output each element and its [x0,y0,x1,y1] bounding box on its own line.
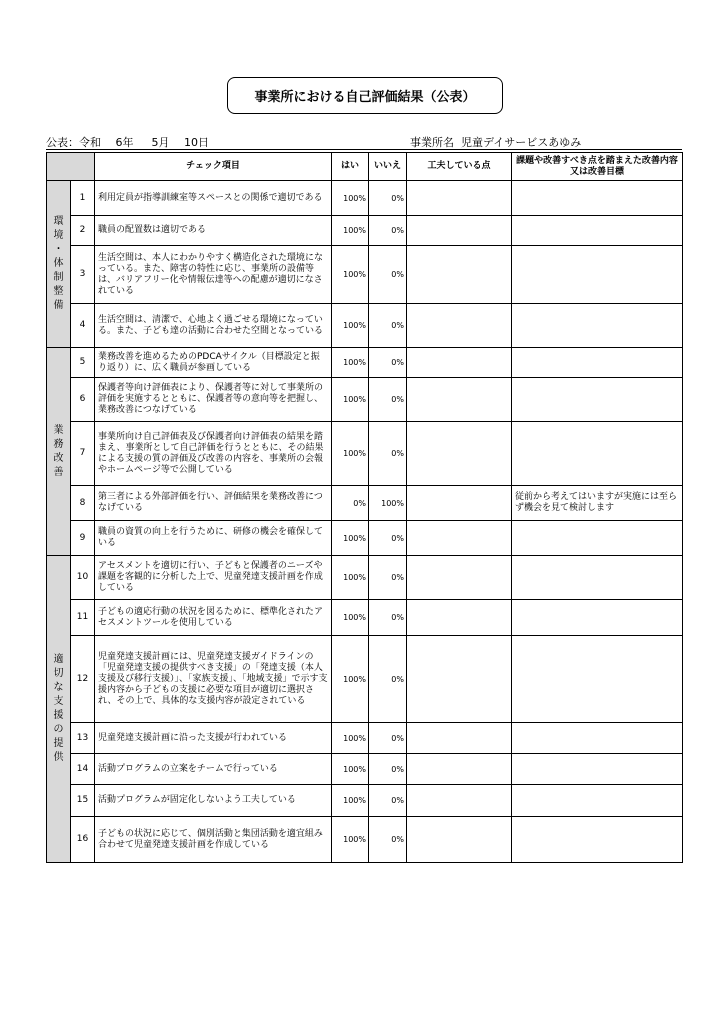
no-percent: 0% [369,521,407,556]
effort-cell [407,521,512,556]
table-row [47,785,683,817]
item-number: 10 [71,556,95,600]
category-char: 業 [53,424,64,436]
no-percent: 0% [369,216,407,246]
item-number: 16 [71,817,95,863]
no-percent: 0% [369,246,407,304]
header-check-item: チェック項目 [95,153,332,181]
no-percent: 0% [369,378,407,422]
yes-percent: 100% [332,556,369,600]
effort-cell [407,304,512,348]
yes-percent: 100% [332,181,369,216]
item-number: 15 [71,785,95,817]
effort-cell [407,422,512,486]
office-name: 児童デイサービスあゆみ [461,136,582,149]
table-row [47,348,683,378]
category-char: 境 [53,230,64,241]
check-item-text: 児童発達支援計画には、児童発達支援ガイドラインの「児童発達支援の提供すべき支援」の「発達支援（本人支援及び移行支援）」、「家族支援」、「地域支援」で示す支援内容から子どもの支援に必要な項目が適切に選択され、その上で、具体的な支援内容が設定されている [95,636,332,723]
no-percent: 100% [369,486,407,521]
no-percent: 0% [369,817,407,863]
check-item-text: 保護者等向け評価表により、保護者等に対して事業所の評価を実施するとともに、保護者等の意向等を把握し、業務改善につなげている [95,378,332,422]
issue-cell [512,723,683,754]
issue-cell [512,754,683,785]
yes-percent: 100% [332,216,369,246]
effort-cell [407,216,512,246]
office-info [410,134,581,150]
table-row [47,636,683,723]
issue-cell [512,348,683,378]
table-row [47,723,683,754]
effort-cell [407,723,512,754]
header-issues: 課題や改善すべき点を踏まえた改善内容又は改善目標 [512,153,683,181]
category-char: 供 [53,752,64,763]
header-corner [47,153,95,181]
yes-percent: 100% [332,600,369,636]
header-row [47,153,683,181]
yes-percent: 100% [332,785,369,817]
check-item-text: 事業所向け自己評価表及び保護者向け評価表の結果を踏まえ、事業所として自己評価を行うとともに、その結果による支援の質の評価及び改善の内容を、事業所の会報やホームページ等で公開している [95,422,332,486]
issue-cell: 従前から考えてはいますが実施には至らず機会を見て検討します [512,486,683,521]
check-item-text: アセスメントを適切に行い、子どもと保護者のニーズや課題を客観的に分析した上で、児童発達支援計画を作成している [95,556,332,600]
effort-cell [407,556,512,600]
yes-percent: 100% [332,521,369,556]
effort-cell [407,486,512,521]
item-number: 1 [71,181,95,216]
table-row [47,600,683,636]
issue-cell [512,378,683,422]
item-number: 9 [71,521,95,556]
no-percent: 0% [369,422,407,486]
header-no: いいえ [369,153,407,181]
issue-cell [512,600,683,636]
category-char: 切 [53,668,64,679]
effort-cell [407,378,512,422]
check-item-text: 業務改善を進めるためのPDCAサイクル（目標設定と振り返り）に、広く職員が参画している [95,348,332,378]
category-char: ・ [53,244,64,255]
header-yes: はい [332,153,369,181]
header-effort: 工夫している点 [407,153,512,181]
check-item-text: 生活空間は、清潔で、心地よく過ごせる環境になっている。また、子ども達の活動に合わせた空間となっている [95,304,332,348]
item-number: 12 [71,636,95,723]
category-char: 支 [53,696,64,707]
item-number: 8 [71,486,95,521]
table-body [47,181,683,863]
item-number: 3 [71,246,95,304]
yes-percent: 100% [332,348,369,378]
yes-percent: 100% [332,378,369,422]
table-row [47,216,683,246]
issue-cell [512,246,683,304]
item-number: 6 [71,378,95,422]
issue-cell [512,636,683,723]
check-item-text: 職員の配置数は適切である [95,216,332,246]
item-number: 4 [71,304,95,348]
category-char: 改 [53,452,64,464]
table-row [47,556,683,600]
category-char: 善 [53,466,64,478]
effort-cell [407,600,512,636]
item-number: 14 [71,754,95,785]
effort-cell [407,785,512,817]
no-percent: 0% [369,600,407,636]
publish-date: 公表：令和 6年 5月 10日 [46,136,209,149]
category-char: 備 [53,300,64,311]
issue-cell [512,817,683,863]
effort-cell [407,348,512,378]
category-label [47,556,71,863]
category-char: 環 [53,216,64,227]
table-row [47,754,683,785]
no-percent: 0% [369,348,407,378]
yes-percent: 100% [332,246,369,304]
issue-cell [512,422,683,486]
yes-percent: 100% [332,636,369,723]
effort-cell [407,817,512,863]
yes-percent: 100% [332,723,369,754]
check-item-text: 第三者による外部評価を行い、評価結果を業務改善につなげている [95,486,332,521]
effort-cell [407,181,512,216]
no-percent: 0% [369,636,407,723]
issue-cell [512,785,683,817]
issue-cell [512,181,683,216]
yes-percent: 100% [332,817,369,863]
item-number: 7 [71,422,95,486]
category-label [47,348,71,556]
yes-percent: 0% [332,486,369,521]
item-number: 13 [71,723,95,754]
issue-cell [512,304,683,348]
table-row [47,486,683,521]
item-number: 11 [71,600,95,636]
no-percent: 0% [369,181,407,216]
issue-cell [512,521,683,556]
no-percent: 0% [369,785,407,817]
check-item-text: 生活空間は、本人にわかりやすく構造化された環境になっている。また、障害の特性に応じ、事業所の設備等は、バリアフリー化や情報伝達等への配慮が適切になされている [95,246,332,304]
effort-cell [407,754,512,785]
no-percent: 0% [369,556,407,600]
check-item-text: 児童発達支援計画に沿った支援が行われている [95,723,332,754]
office-label: 事業所名 [410,136,454,149]
check-item-text: 子どもの適応行動の状況を図るために、標準化されたアセスメントツールを使用している [95,600,332,636]
table-row [47,817,683,863]
item-number: 2 [71,216,95,246]
item-number: 5 [71,348,95,378]
yes-percent: 100% [332,422,369,486]
no-percent: 0% [369,304,407,348]
yes-percent: 100% [332,304,369,348]
check-item-text: 活動プログラムが固定化しないよう工夫している [95,785,332,817]
table-row [47,378,683,422]
category-char: 務 [53,438,64,450]
evaluation-table [46,152,683,863]
effort-cell [407,636,512,723]
check-item-text: 利用定員が指導訓練室等スペースとの関係で適切である [95,181,332,216]
check-item-text: 子どもの状況に応じて、個別活動と集団活動を適宜組み合わせて児童発達支援計画を作成している [95,817,332,863]
category-char: 体 [53,258,64,269]
yes-percent: 100% [332,754,369,785]
table-row [47,246,683,304]
table-row [47,181,683,216]
category-char: の [53,724,64,735]
category-char: 制 [53,272,64,283]
document-title [227,77,503,114]
category-char: 整 [53,286,64,297]
category-char: 提 [53,738,64,749]
check-item-text: 活動プログラムの立案をチームで行っている [95,754,332,785]
meta-underline [46,149,682,150]
category-char: な [53,682,64,693]
category-label [47,181,71,348]
issue-cell [512,216,683,246]
document-title-text: 事業所における自己評価結果（公表） [254,90,476,105]
table-row [47,304,683,348]
effort-cell [407,246,512,304]
category-char: 適 [53,654,64,665]
no-percent: 0% [369,754,407,785]
no-percent: 0% [369,723,407,754]
table-row [47,422,683,486]
category-char: 援 [53,710,64,721]
check-item-text: 職員の資質の向上を行うために、研修の機会を確保している [95,521,332,556]
table-row [47,521,683,556]
issue-cell [512,556,683,600]
